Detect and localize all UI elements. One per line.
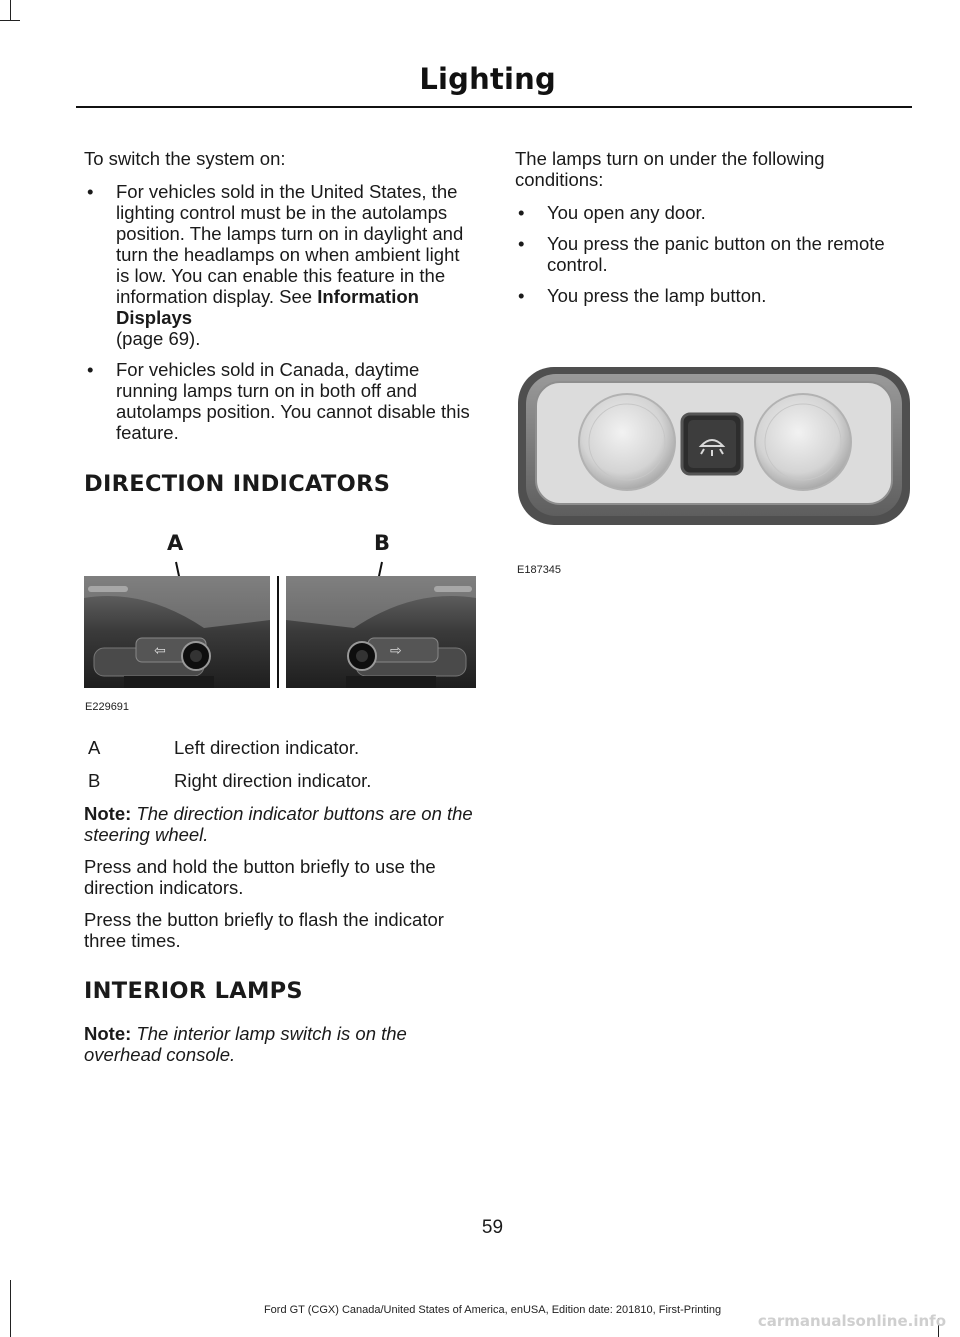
callout-a: A [167, 531, 184, 555]
left-column [84, 148, 476, 454]
list-item: • For vehicles sold in the United States, the lighting control must be in the autolamps position. The lamps turn on in daylight and turn the headlamps on when ambient light is low. You can enable this feature in the information display. See Information Displays (page 69). [84, 181, 476, 349]
page-number: 59 [481, 1217, 504, 1238]
crop-mark [10, 0, 11, 20]
legend-key: B [88, 770, 101, 791]
crop-mark [0, 20, 20, 21]
conditions-list [515, 202, 910, 306]
section-heading-direction-indicators: DIRECTION INDICATORS [84, 471, 391, 497]
list-item: • For vehicles sold in Canada, daytime running lamps turn on in both off and autolamps position. You cannot disable this feature. [84, 359, 476, 443]
figure-code: E229691 [85, 701, 130, 713]
steering-wheel-buttons-illustration [84, 558, 476, 688]
overhead-console-figure [515, 360, 913, 580]
watermark: carmanualsonline.info [757, 1312, 946, 1330]
legend-row-a [84, 737, 476, 758]
footer-edition-info: Ford GT (CGX) Canada/United States of America, enUSA, Edition date: 201810, First-Printing [263, 1304, 722, 1316]
intro-text: To switch the system on: [84, 148, 286, 169]
legend-key: A [88, 737, 101, 758]
svg-text:⇦: ⇦ [154, 643, 166, 659]
system-on-list [84, 181, 476, 443]
list-item: • You open any door. [515, 202, 910, 223]
paragraph-press-hold: Press and hold the button briefly to use the direction indicators. [84, 856, 436, 898]
legend-text: Right direction indicator. [174, 770, 372, 791]
paragraph-press-flash: Press the button briefly to flash the indicator three times. [84, 909, 444, 951]
page-reference: (page 69). [116, 328, 201, 349]
right-column [515, 148, 910, 317]
list-item: • You press the lamp button. [515, 285, 910, 306]
section-heading-interior-lamps: INTERIOR LAMPS [84, 978, 303, 1004]
page-title: Lighting [419, 62, 556, 96]
figure-code: E187345 [517, 564, 562, 576]
legend-text: Left direction indicator. [174, 737, 360, 758]
list-item: • You press the panic button on the remote control. [515, 233, 910, 275]
callout-b: B [374, 531, 391, 555]
cross-reference-link[interactable]: Information Displays [116, 286, 419, 328]
header-rule [76, 106, 912, 108]
overhead-console-illustration [515, 360, 913, 530]
svg-text:⇨: ⇨ [390, 643, 402, 659]
direction-legend [84, 737, 476, 962]
conditions-intro: The lamps turn on under the following conditions: [515, 148, 825, 190]
legend-row-b [84, 770, 476, 791]
direction-indicator-figure [84, 528, 476, 718]
note-direction-buttons: Note: The direction indicator buttons are on the steering wheel. [84, 803, 473, 845]
note-interior-lamp: Note: The interior lamp switch is on the overhead console. [84, 1023, 407, 1065]
